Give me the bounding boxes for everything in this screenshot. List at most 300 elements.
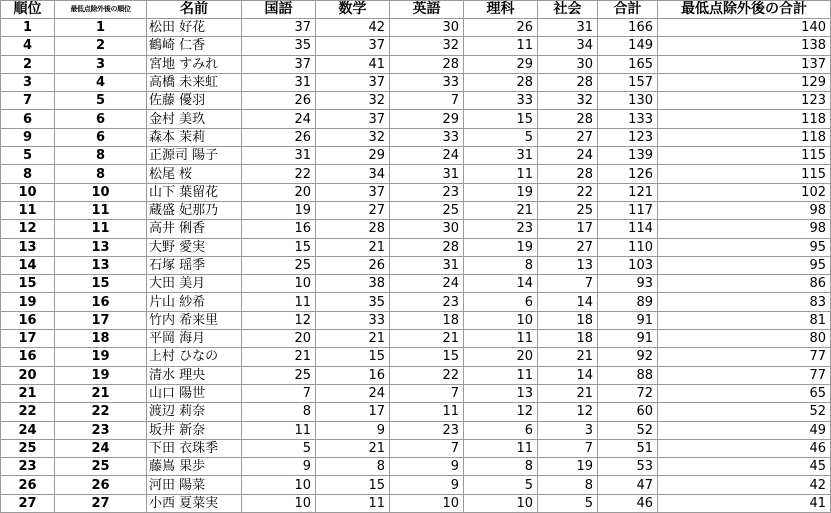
cell-rank[interactable]: 11: [1, 201, 55, 219]
cell-rank[interactable]: 24: [1, 421, 55, 439]
table-row: [1, 256, 831, 274]
cell-name[interactable]: 平岡 海月: [147, 330, 242, 348]
cell-adjusted-rank[interactable]: 21: [55, 384, 147, 402]
table-row: [1, 238, 831, 256]
cell-total[interactable]: 89: [598, 293, 658, 311]
cell-japanese[interactable]: 11: [242, 293, 316, 311]
cell-science[interactable]: 6: [464, 293, 538, 311]
cell-name[interactable]: 藤嶌 果歩: [147, 458, 242, 476]
cell-english[interactable]: 7: [390, 384, 464, 402]
cell-adjusted-rank[interactable]: 24: [55, 439, 147, 457]
cell-social[interactable]: 21: [538, 384, 598, 402]
cell-total[interactable]: 110: [598, 238, 658, 256]
cell-adjusted-rank[interactable]: 11: [55, 220, 147, 238]
cell-math[interactable]: 28: [316, 220, 390, 238]
cell-rank[interactable]: 26: [1, 476, 55, 494]
table-row: [1, 421, 831, 439]
cell-rank[interactable]: 27: [1, 494, 55, 512]
cell-total[interactable]: 149: [598, 37, 658, 55]
cell-name[interactable]: 松田 好花: [147, 19, 242, 37]
cell-rank[interactable]: 7: [1, 92, 55, 110]
cell-japanese[interactable]: 7: [242, 384, 316, 402]
cell-name[interactable]: 山下 葉留花: [147, 183, 242, 201]
cell-adjusted-total[interactable]: 81: [658, 311, 831, 329]
cell-name[interactable]: 片山 紗希: [147, 293, 242, 311]
cell-total[interactable]: 88: [598, 366, 658, 384]
cell-rank[interactable]: 5: [1, 147, 55, 165]
cell-science[interactable]: 8: [464, 256, 538, 274]
cell-math[interactable]: 34: [316, 165, 390, 183]
header-total[interactable]: 合計: [598, 1, 658, 19]
cell-social[interactable]: 28: [538, 73, 598, 91]
cell-adjusted-total[interactable]: 86: [658, 275, 831, 293]
cell-science[interactable]: 33: [464, 92, 538, 110]
table-row: [1, 366, 831, 384]
cell-english[interactable]: 28: [390, 238, 464, 256]
cell-english[interactable]: 21: [390, 330, 464, 348]
cell-social[interactable]: 18: [538, 330, 598, 348]
cell-total[interactable]: 47: [598, 476, 658, 494]
header-math[interactable]: 数学: [316, 1, 390, 19]
cell-social[interactable]: 14: [538, 366, 598, 384]
cell-social[interactable]: 27: [538, 238, 598, 256]
cell-total[interactable]: 157: [598, 73, 658, 91]
cell-math[interactable]: 37: [316, 183, 390, 201]
cell-social[interactable]: 14: [538, 293, 598, 311]
cell-japanese[interactable]: 10: [242, 494, 316, 512]
cell-adjusted-total[interactable]: 95: [658, 238, 831, 256]
cell-math[interactable]: 26: [316, 256, 390, 274]
cell-rank[interactable]: 20: [1, 366, 55, 384]
table-row: [1, 147, 831, 165]
header-social[interactable]: 社会: [538, 1, 598, 19]
cell-name[interactable]: 坂井 新奈: [147, 421, 242, 439]
table-row: [1, 201, 831, 219]
cell-name[interactable]: 正源司 陽子: [147, 147, 242, 165]
cell-adjusted-rank[interactable]: 11: [55, 201, 147, 219]
cell-japanese[interactable]: 10: [242, 476, 316, 494]
cell-name[interactable]: 大野 愛実: [147, 238, 242, 256]
cell-adjusted-rank[interactable]: 23: [55, 421, 147, 439]
cell-total[interactable]: 121: [598, 183, 658, 201]
cell-total[interactable]: 60: [598, 403, 658, 421]
cell-rank[interactable]: 21: [1, 384, 55, 402]
cell-math[interactable]: 24: [316, 384, 390, 402]
cell-social[interactable]: 18: [538, 311, 598, 329]
cell-total[interactable]: 51: [598, 439, 658, 457]
cell-total[interactable]: 52: [598, 421, 658, 439]
cell-name[interactable]: 蔵盛 妃那乃: [147, 201, 242, 219]
cell-social[interactable]: 19: [538, 458, 598, 476]
table-row: [1, 311, 831, 329]
table-body: [1, 19, 831, 513]
cell-name[interactable]: 鶴崎 仁香: [147, 37, 242, 55]
cell-english[interactable]: 23: [390, 293, 464, 311]
table-row: [1, 384, 831, 402]
cell-adjusted-total[interactable]: 83: [658, 293, 831, 311]
cell-math[interactable]: 15: [316, 348, 390, 366]
cell-math[interactable]: 17: [316, 403, 390, 421]
cell-rank[interactable]: 3: [1, 73, 55, 91]
cell-science[interactable]: 23: [464, 220, 538, 238]
cell-math[interactable]: 9: [316, 421, 390, 439]
cell-social[interactable]: 5: [538, 494, 598, 512]
cell-japanese[interactable]: 15: [242, 238, 316, 256]
cell-math[interactable]: 21: [316, 439, 390, 457]
cell-rank[interactable]: 6: [1, 110, 55, 128]
cell-science[interactable]: 11: [464, 37, 538, 55]
cell-adjusted-total[interactable]: 95: [658, 256, 831, 274]
cell-adjusted-total[interactable]: 41: [658, 494, 831, 512]
cell-adjusted-rank[interactable]: 27: [55, 494, 147, 512]
cell-math[interactable]: 32: [316, 92, 390, 110]
table-row: [1, 403, 831, 421]
cell-adjusted-total[interactable]: 115: [658, 147, 831, 165]
cell-total[interactable]: 93: [598, 275, 658, 293]
cell-adjusted-rank[interactable]: 8: [55, 165, 147, 183]
header-adjusted-rank[interactable]: 最低点除外後の順位: [55, 1, 147, 19]
cell-name[interactable]: 高井 俐香: [147, 220, 242, 238]
cell-english[interactable]: 18: [390, 311, 464, 329]
cell-science[interactable]: 11: [464, 439, 538, 457]
cell-english[interactable]: 31: [390, 165, 464, 183]
header-japanese[interactable]: 国語: [242, 1, 316, 19]
cell-english[interactable]: 30: [390, 220, 464, 238]
cell-english[interactable]: 24: [390, 275, 464, 293]
cell-science[interactable]: 15: [464, 110, 538, 128]
cell-rank[interactable]: 19: [1, 293, 55, 311]
table-row: [1, 439, 831, 457]
cell-english[interactable]: 10: [390, 494, 464, 512]
cell-name[interactable]: 上村 ひなの: [147, 348, 242, 366]
cell-adjusted-total[interactable]: 49: [658, 421, 831, 439]
cell-math[interactable]: 8: [316, 458, 390, 476]
cell-rank[interactable]: 16: [1, 348, 55, 366]
cell-math[interactable]: 37: [316, 73, 390, 91]
cell-total[interactable]: 139: [598, 147, 658, 165]
cell-adjusted-total[interactable]: 138: [658, 37, 831, 55]
cell-japanese[interactable]: 37: [242, 19, 316, 37]
header-rank[interactable]: 順位: [1, 1, 55, 19]
cell-japanese[interactable]: 9: [242, 458, 316, 476]
cell-social[interactable]: 28: [538, 165, 598, 183]
cell-english[interactable]: 25: [390, 201, 464, 219]
cell-science[interactable]: 5: [464, 128, 538, 146]
cell-english[interactable]: 28: [390, 55, 464, 73]
cell-rank[interactable]: 22: [1, 403, 55, 421]
cell-japanese[interactable]: 31: [242, 147, 316, 165]
cell-japanese[interactable]: 26: [242, 128, 316, 146]
cell-social[interactable]: 22: [538, 183, 598, 201]
cell-adjusted-rank[interactable]: 6: [55, 110, 147, 128]
cell-social[interactable]: 7: [538, 275, 598, 293]
cell-adjusted-total[interactable]: 98: [658, 201, 831, 219]
cell-adjusted-rank[interactable]: 19: [55, 348, 147, 366]
cell-science[interactable]: 11: [464, 330, 538, 348]
cell-total[interactable]: 114: [598, 220, 658, 238]
cell-total[interactable]: 91: [598, 330, 658, 348]
table-row: [1, 73, 831, 91]
cell-name[interactable]: 金村 美玖: [147, 110, 242, 128]
table-row: [1, 92, 831, 110]
cell-name[interactable]: 小西 夏菜実: [147, 494, 242, 512]
cell-rank[interactable]: 17: [1, 330, 55, 348]
cell-math[interactable]: 37: [316, 37, 390, 55]
table-row: [1, 128, 831, 146]
cell-rank[interactable]: 4: [1, 37, 55, 55]
cell-english[interactable]: 24: [390, 147, 464, 165]
cell-adjusted-rank[interactable]: 26: [55, 476, 147, 494]
cell-social[interactable]: 27: [538, 128, 598, 146]
cell-rank[interactable]: 14: [1, 256, 55, 274]
cell-science[interactable]: 11: [464, 165, 538, 183]
cell-rank[interactable]: 13: [1, 238, 55, 256]
cell-total[interactable]: 126: [598, 165, 658, 183]
cell-total[interactable]: 53: [598, 458, 658, 476]
cell-japanese[interactable]: 16: [242, 220, 316, 238]
cell-japanese[interactable]: 20: [242, 183, 316, 201]
cell-name[interactable]: 渡辺 莉奈: [147, 403, 242, 421]
cell-adjusted-total[interactable]: 77: [658, 366, 831, 384]
cell-social[interactable]: 12: [538, 403, 598, 421]
cell-science[interactable]: 6: [464, 421, 538, 439]
table-row: [1, 37, 831, 55]
cell-english[interactable]: 30: [390, 19, 464, 37]
cell-social[interactable]: 3: [538, 421, 598, 439]
cell-science[interactable]: 11: [464, 366, 538, 384]
cell-english[interactable]: 22: [390, 366, 464, 384]
cell-english[interactable]: 31: [390, 256, 464, 274]
cell-science[interactable]: 28: [464, 73, 538, 91]
cell-math[interactable]: 15: [316, 476, 390, 494]
cell-adjusted-rank[interactable]: 2: [55, 37, 147, 55]
cell-total[interactable]: 117: [598, 201, 658, 219]
cell-math[interactable]: 35: [316, 293, 390, 311]
cell-total[interactable]: 130: [598, 92, 658, 110]
cell-total[interactable]: 166: [598, 19, 658, 37]
cell-math[interactable]: 37: [316, 110, 390, 128]
cell-english[interactable]: 9: [390, 476, 464, 494]
cell-name[interactable]: 竹内 希来里: [147, 311, 242, 329]
cell-english[interactable]: 7: [390, 439, 464, 457]
cell-science[interactable]: 21: [464, 201, 538, 219]
cell-adjusted-total[interactable]: 80: [658, 330, 831, 348]
cell-english[interactable]: 23: [390, 183, 464, 201]
cell-rank[interactable]: 12: [1, 220, 55, 238]
cell-social[interactable]: 25: [538, 201, 598, 219]
cell-rank[interactable]: 8: [1, 165, 55, 183]
table-row: [1, 275, 831, 293]
cell-social[interactable]: 21: [538, 348, 598, 366]
cell-total[interactable]: 103: [598, 256, 658, 274]
cell-adjusted-rank[interactable]: 25: [55, 458, 147, 476]
cell-math[interactable]: 21: [316, 238, 390, 256]
cell-japanese[interactable]: 10: [242, 275, 316, 293]
table-row: [1, 19, 831, 37]
cell-science[interactable]: 26: [464, 19, 538, 37]
cell-science[interactable]: 14: [464, 275, 538, 293]
cell-japanese[interactable]: 31: [242, 73, 316, 91]
cell-science[interactable]: 8: [464, 458, 538, 476]
cell-adjusted-rank[interactable]: 18: [55, 330, 147, 348]
cell-adjusted-total[interactable]: 129: [658, 73, 831, 91]
cell-japanese[interactable]: 25: [242, 256, 316, 274]
cell-adjusted-rank[interactable]: 5: [55, 92, 147, 110]
cell-math[interactable]: 21: [316, 330, 390, 348]
cell-social[interactable]: 24: [538, 147, 598, 165]
cell-rank[interactable]: 23: [1, 458, 55, 476]
cell-total[interactable]: 123: [598, 128, 658, 146]
cell-adjusted-total[interactable]: 42: [658, 476, 831, 494]
cell-adjusted-rank[interactable]: 3: [55, 55, 147, 73]
cell-japanese[interactable]: 12: [242, 311, 316, 329]
cell-total[interactable]: 46: [598, 494, 658, 512]
cell-japanese[interactable]: 11: [242, 421, 316, 439]
cell-english[interactable]: 9: [390, 458, 464, 476]
cell-science[interactable]: 10: [464, 494, 538, 512]
cell-adjusted-total[interactable]: 137: [658, 55, 831, 73]
cell-adjusted-total[interactable]: 118: [658, 110, 831, 128]
cell-social[interactable]: 7: [538, 439, 598, 457]
cell-japanese[interactable]: 37: [242, 55, 316, 73]
cell-adjusted-rank[interactable]: 22: [55, 403, 147, 421]
cell-english[interactable]: 15: [390, 348, 464, 366]
cell-adjusted-total[interactable]: 123: [658, 92, 831, 110]
header-adjusted-total[interactable]: 最低点除外後の合計: [658, 1, 831, 19]
cell-science[interactable]: 19: [464, 183, 538, 201]
table-row: [1, 348, 831, 366]
cell-name[interactable]: 森本 茉莉: [147, 128, 242, 146]
cell-social[interactable]: 17: [538, 220, 598, 238]
cell-math[interactable]: 41: [316, 55, 390, 73]
cell-rank[interactable]: 25: [1, 439, 55, 457]
cell-science[interactable]: 20: [464, 348, 538, 366]
cell-math[interactable]: 32: [316, 128, 390, 146]
cell-math[interactable]: 42: [316, 19, 390, 37]
cell-japanese[interactable]: 25: [242, 366, 316, 384]
cell-name[interactable]: 宮地 すみれ: [147, 55, 242, 73]
cell-japanese[interactable]: 5: [242, 439, 316, 457]
cell-english[interactable]: 33: [390, 128, 464, 146]
cell-science[interactable]: 12: [464, 403, 538, 421]
cell-english[interactable]: 33: [390, 73, 464, 91]
cell-science[interactable]: 5: [464, 476, 538, 494]
cell-total[interactable]: 91: [598, 311, 658, 329]
cell-adjusted-total[interactable]: 65: [658, 384, 831, 402]
cell-rank[interactable]: 9: [1, 128, 55, 146]
cell-adjusted-rank[interactable]: 6: [55, 128, 147, 146]
cell-adjusted-total[interactable]: 52: [658, 403, 831, 421]
cell-math[interactable]: 33: [316, 311, 390, 329]
cell-math[interactable]: 29: [316, 147, 390, 165]
cell-name[interactable]: 松尾 桜: [147, 165, 242, 183]
cell-total[interactable]: 72: [598, 384, 658, 402]
cell-name[interactable]: 清水 理央: [147, 366, 242, 384]
cell-adjusted-rank[interactable]: 16: [55, 293, 147, 311]
cell-science[interactable]: 13: [464, 384, 538, 402]
cell-japanese[interactable]: 8: [242, 403, 316, 421]
cell-science[interactable]: 19: [464, 238, 538, 256]
cell-name[interactable]: 下田 衣珠季: [147, 439, 242, 457]
cell-adjusted-total[interactable]: 118: [658, 128, 831, 146]
cell-adjusted-total[interactable]: 45: [658, 458, 831, 476]
cell-name[interactable]: 石塚 瑶季: [147, 256, 242, 274]
cell-adjusted-rank[interactable]: 1: [55, 19, 147, 37]
cell-math[interactable]: 27: [316, 201, 390, 219]
cell-total[interactable]: 133: [598, 110, 658, 128]
cell-japanese[interactable]: 35: [242, 37, 316, 55]
cell-adjusted-total[interactable]: 46: [658, 439, 831, 457]
cell-adjusted-rank[interactable]: 8: [55, 147, 147, 165]
table-row: [1, 55, 831, 73]
cell-adjusted-rank[interactable]: 19: [55, 366, 147, 384]
cell-english[interactable]: 32: [390, 37, 464, 55]
cell-rank[interactable]: 2: [1, 55, 55, 73]
cell-japanese[interactable]: 21: [242, 348, 316, 366]
cell-math[interactable]: 16: [316, 366, 390, 384]
cell-japanese[interactable]: 26: [242, 92, 316, 110]
cell-english[interactable]: 29: [390, 110, 464, 128]
cell-adjusted-rank[interactable]: 4: [55, 73, 147, 91]
cell-science[interactable]: 10: [464, 311, 538, 329]
cell-english[interactable]: 7: [390, 92, 464, 110]
header-science[interactable]: 理科: [464, 1, 538, 19]
cell-japanese[interactable]: 19: [242, 201, 316, 219]
cell-adjusted-rank[interactable]: 13: [55, 238, 147, 256]
cell-adjusted-total[interactable]: 102: [658, 183, 831, 201]
cell-rank[interactable]: 1: [1, 19, 55, 37]
cell-adjusted-total[interactable]: 140: [658, 19, 831, 37]
cell-adjusted-rank[interactable]: 13: [55, 256, 147, 274]
cell-social[interactable]: 28: [538, 110, 598, 128]
cell-social[interactable]: 13: [538, 256, 598, 274]
cell-science[interactable]: 29: [464, 55, 538, 73]
cell-social[interactable]: 32: [538, 92, 598, 110]
cell-social[interactable]: 31: [538, 19, 598, 37]
cell-name[interactable]: 高橋 未来虹: [147, 73, 242, 91]
cell-name[interactable]: 山口 陽世: [147, 384, 242, 402]
cell-adjusted-total[interactable]: 77: [658, 348, 831, 366]
cell-social[interactable]: 34: [538, 37, 598, 55]
cell-japanese[interactable]: 24: [242, 110, 316, 128]
cell-adjusted-rank[interactable]: 15: [55, 275, 147, 293]
cell-japanese[interactable]: 22: [242, 165, 316, 183]
cell-adjusted-rank[interactable]: 10: [55, 183, 147, 201]
cell-adjusted-total[interactable]: 98: [658, 220, 831, 238]
cell-total[interactable]: 165: [598, 55, 658, 73]
cell-math[interactable]: 11: [316, 494, 390, 512]
cell-english[interactable]: 23: [390, 421, 464, 439]
cell-adjusted-rank[interactable]: 17: [55, 311, 147, 329]
cell-math[interactable]: 38: [316, 275, 390, 293]
table-row: [1, 110, 831, 128]
cell-name[interactable]: 佐藤 優羽: [147, 92, 242, 110]
cell-science[interactable]: 31: [464, 147, 538, 165]
cell-social[interactable]: 8: [538, 476, 598, 494]
cell-name[interactable]: 大田 美月: [147, 275, 242, 293]
header-name[interactable]: 名前: [147, 1, 242, 19]
cell-total[interactable]: 92: [598, 348, 658, 366]
cell-rank[interactable]: 15: [1, 275, 55, 293]
cell-rank[interactable]: 10: [1, 183, 55, 201]
cell-english[interactable]: 11: [390, 403, 464, 421]
cell-social[interactable]: 30: [538, 55, 598, 73]
cell-adjusted-total[interactable]: 115: [658, 165, 831, 183]
cell-japanese[interactable]: 20: [242, 330, 316, 348]
cell-rank[interactable]: 16: [1, 311, 55, 329]
cell-name[interactable]: 河田 陽菜: [147, 476, 242, 494]
header-english[interactable]: 英語: [390, 1, 464, 19]
